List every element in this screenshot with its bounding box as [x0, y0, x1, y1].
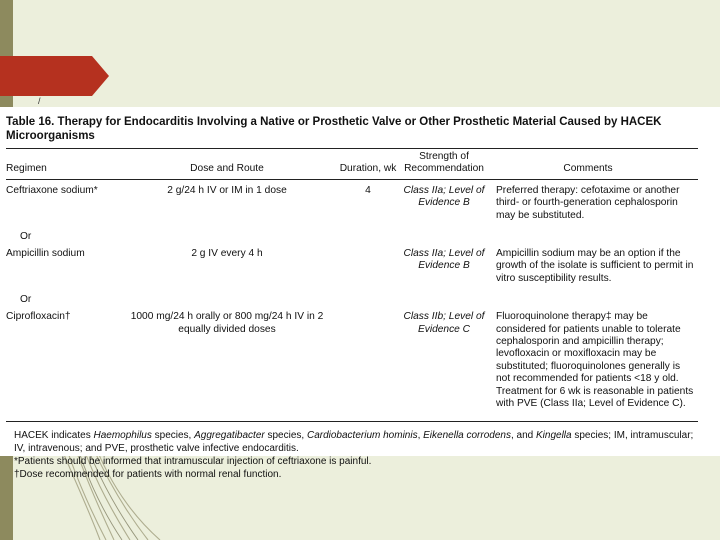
header-duration: Duration, wk: [339, 163, 397, 175]
header-regimen: Regimen: [6, 163, 47, 175]
strength-cell: Class IIa; Level of Evidence B: [403, 248, 485, 272]
table-bottom-rule: [6, 421, 698, 422]
footnote-text: species; IM, intramuscular; IV, intravenous; and PVE, prosthetic valve infective endocarditis.: [14, 429, 694, 454]
header-comments: Comments: [563, 163, 613, 175]
dose-cell: 2 g IV every 4 h: [191, 248, 263, 260]
table-header-row: [6, 149, 698, 180]
table-footnotes: [6, 429, 698, 482]
footnote-text: HACEK indicates: [14, 429, 94, 441]
strength-cell: Class IIb; Level of Evidence C: [403, 311, 485, 335]
header-dose-route: Dose and Route: [190, 163, 264, 175]
footnote-text: species,: [264, 429, 307, 441]
species-name: Cardiobacterium hominis: [306, 429, 418, 441]
header-strength-line-2: Recommendation: [404, 163, 484, 175]
footnote-text: , and: [510, 429, 536, 441]
footnote-ceftriaxone: *Patients should be informed that intramuscular injection of ceftriaxone is painful.: [14, 455, 372, 467]
species-name: Aggregatibacter: [194, 429, 265, 441]
species-name: Haemophilus: [93, 429, 152, 441]
species-name: Eikenella corrodens: [423, 429, 511, 441]
or-separator-1: Or: [20, 231, 32, 243]
table-title-line-2: Microorganisms: [6, 130, 95, 142]
footnote-text: species,: [151, 429, 195, 441]
duration-cell: 4: [365, 184, 371, 196]
red-arrow-banner: [0, 56, 109, 96]
regimen-cell: Ciprofloxacin†: [6, 311, 71, 323]
dose-cell: 2 g/24 h IV or IM in 1 dose: [167, 184, 287, 196]
table-title-line-1: Table 16. Therapy for Endocarditis Involving a Native or Prosthetic Valve or Other Prosthetic Material Caused by HACEK: [6, 116, 662, 128]
comments-cell: Ampicillin sodium may be an option if the growth of the isolate is sufficient to permit in vitro susceptibility results.: [496, 248, 694, 284]
header-strength-line-1: Strength of: [419, 151, 469, 162]
table-row-ceftriaxone: [6, 180, 698, 222]
footnote-text: ,: [417, 429, 424, 441]
table-row-ampicillin: [6, 243, 698, 285]
header-strength: [400, 151, 488, 176]
table-document: [0, 107, 720, 481]
comments-cell: Preferred therapy: cefotaxime or another third- or fourth-generation cephalosporin may be substituted.: [496, 184, 680, 221]
therapy-table: [6, 148, 698, 422]
or-separator-2: Or: [20, 294, 32, 306]
dose-cell: 1000 mg/24 h orally or 800 mg/24 h IV in 2 equally divided doses: [130, 311, 324, 335]
species-name: Kingella: [536, 429, 572, 441]
footnote-abbreviations: [14, 429, 698, 455]
table-title: [6, 115, 698, 143]
table-row-ciprofloxacin: [6, 306, 698, 410]
comments-cell: Fluoroquinolone therapy‡ may be considered for patients unable to tolerate cephalosporin and ampicillin therapy; levofloxacin or moxifloxacin may be substituted; fluoroquinolones generally is not recommended for patients <18 y old. Treatment for 6 wk is reasonable in patients with PVE (Class IIa; Level of Evidence C).: [496, 311, 694, 410]
slide-marker: /: [38, 96, 41, 106]
strength-cell: Class IIa; Level of Evidence B: [403, 184, 485, 209]
regimen-cell: Ampicillin sodium: [6, 248, 85, 260]
regimen-cell: Ceftriaxone sodium*: [6, 184, 98, 196]
footnote-dose: †Dose recommended for patients with normal renal function.: [14, 469, 282, 481]
